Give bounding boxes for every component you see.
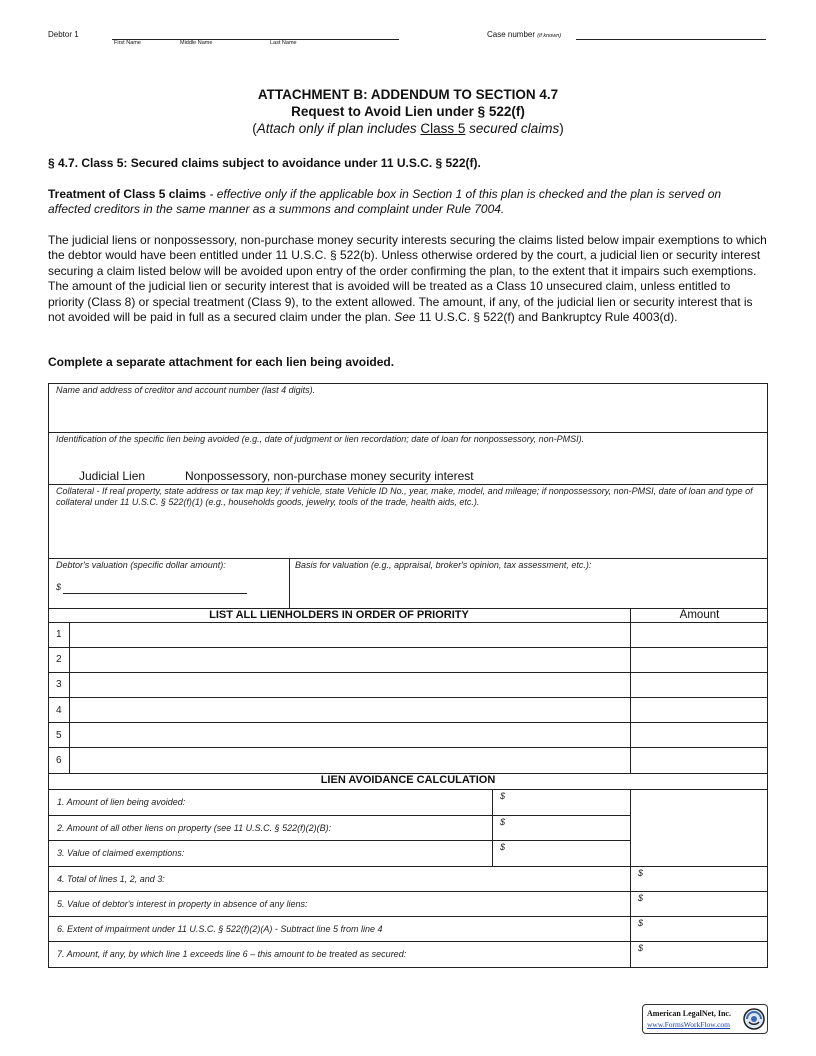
- basis-input[interactable]: [292, 573, 766, 606]
- title-line3: (Attach only if plan includes Class 5 secured claims): [252, 121, 564, 136]
- nonpossessory-option[interactable]: Nonpossessory, non-purchase money security interest: [185, 469, 474, 483]
- debtor-label: Debtor 1: [48, 30, 79, 39]
- calc-line-4: 4. Total of lines 1, 2, and 3:: [57, 874, 165, 884]
- lienholder-name-input[interactable]: [70, 673, 629, 697]
- calc-dollar-5: $: [638, 893, 644, 903]
- lien-id-label: Identification of the specific lien being avoided (e.g., date of judgment or lien recordation; date of loan for nonpossessory, non-PMSI).: [56, 434, 585, 444]
- lienholder-amount-input[interactable]: [631, 748, 767, 772]
- lienholder-amount-input[interactable]: [631, 623, 767, 647]
- footer-logo: [642, 1004, 768, 1034]
- calc-input-3[interactable]: [493, 841, 629, 865]
- collateral-input[interactable]: [49, 512, 767, 557]
- calc-line-1: 1. Amount of lien being avoided:: [57, 797, 186, 807]
- lienholders-title: LIST ALL LIENHOLDERS IN ORDER OF PRIORITY: [209, 609, 469, 621]
- body-paragraph: The judicial liens or nonpossessory, non-purchase money security interests securing the claims listed below impair exemptions to which the debtor would have been entitled under 11 U.S.C. § 522(b). Unless otherwise ordered by the court, a judicial lien or security interest securing a claim listed below will be avoided upon entry of the order confirming the plan, to the extent that it impairs such exemptions. The amount of the judicial lien or security interest that is avoided will be treated as a Class 10 unsecured claim, unless entitled to priority (Class 8) or special treatment (Class 9), to the extent allowed. The amount, if any, of the judicial lien or security interest that is not avoided will be paid in full as a secured claim under the plan. See 11 U.S.C. § 522(f) and Bankruptcy Rule 4003(d).: [48, 233, 767, 325]
- calc-dollar-3: $: [500, 842, 506, 852]
- calc-dollar-1: $: [500, 791, 506, 801]
- calc-line-2: 2. Amount of all other liens on property (see 11 U.S.C. § 522(f)(2)(B):: [57, 823, 332, 833]
- first-name-caption: First Name: [114, 40, 141, 46]
- valuation-dollar: $: [56, 582, 62, 592]
- globe-icon: [743, 1008, 765, 1030]
- case-number-field[interactable]: [576, 39, 766, 40]
- debtor-name-field[interactable]: [112, 39, 399, 40]
- lienholder-row-number: 1: [56, 629, 62, 640]
- creditor-label: Name and address of creditor and account number (last 4 digits).: [56, 385, 316, 395]
- calc-line-3: 3. Value of claimed exemptions:: [57, 848, 185, 858]
- lienholder-amount-input[interactable]: [631, 723, 767, 747]
- treatment-paragraph: Treatment of Class 5 claims - effective only if the applicable box in Section 1 of this plan is checked and the plan is served on affected creditors in the same manner as a summons and complaint under Rule 7004.: [48, 187, 722, 216]
- calc-input-2[interactable]: [493, 816, 629, 839]
- calc-dollar-2: $: [500, 817, 506, 827]
- calc-input-4[interactable]: [631, 867, 767, 890]
- last-name-caption: Last Name: [270, 40, 297, 46]
- calc-line-7: 7. Amount, if any, by which line 1 exceeds line 6 – this amount to be treated as secured:: [57, 949, 407, 959]
- lienholder-row-number: 2: [56, 654, 62, 665]
- title-line1: ATTACHMENT B: ADDENDUM TO SECTION 4.7: [257, 87, 559, 102]
- creditor-input[interactable]: [49, 398, 767, 432]
- lienholder-row-number: 3: [56, 679, 62, 690]
- calc-input-1[interactable]: [493, 790, 629, 814]
- calc-title: LIEN AVOIDANCE CALCULATION: [320, 774, 496, 786]
- amount-header: Amount: [679, 609, 720, 621]
- basis-label: Basis for valuation (e.g., appraisal, broker's opinion, tax assessment, etc.):: [295, 560, 592, 570]
- case-number-label: Case number (if known): [487, 30, 562, 39]
- calc-dollar-4: $: [638, 868, 644, 878]
- lienholder-name-input[interactable]: [70, 623, 629, 647]
- lienholder-amount-input[interactable]: [631, 698, 767, 722]
- footer-company: American LegalNet, Inc.: [647, 1009, 731, 1018]
- lienholder-name-input[interactable]: [70, 723, 629, 747]
- valuation-input[interactable]: [63, 593, 247, 594]
- middle-name-caption: Middle Name: [180, 40, 213, 46]
- section-heading: § 4.7. Class 5: Secured claims subject to avoidance under 11 U.S.C. § 522(f).: [48, 156, 481, 170]
- lienholder-name-input[interactable]: [70, 698, 629, 722]
- title-line2: Request to Avoid Lien under § 522(f): [291, 104, 525, 119]
- calc-input-7[interactable]: [631, 942, 767, 967]
- collateral-label: Collateral - If real property, state address or tax map key; if vehicle, state Vehicle ID No., year, make, model, and mileage; if nonpossessory, non-PMSI, date of loan and type of collateral under 11 U.S.C. § 522(f)(1) (e.g., households goods, jewelry, tools of the trade, health aids, etc.).: [56, 486, 753, 507]
- lienholder-name-input[interactable]: [70, 748, 629, 772]
- footer-url[interactable]: www.FormsWorkFlow.com: [647, 1020, 731, 1029]
- calc-dollar-6: $: [638, 918, 644, 928]
- lienholder-row-number: 5: [56, 730, 62, 741]
- valuation-label: Debtor's valuation (specific dollar amount):: [56, 560, 226, 570]
- lienholder-amount-input[interactable]: [631, 673, 767, 697]
- judicial-lien-option[interactable]: Judicial Lien: [79, 469, 146, 483]
- lienholder-name-input[interactable]: [70, 648, 629, 672]
- lienholder-amount-input[interactable]: [631, 648, 767, 672]
- calc-input-5[interactable]: [631, 892, 767, 915]
- lienholder-row-number: 6: [56, 755, 62, 766]
- calc-line-5: 5. Value of debtor's interest in property in absence of any liens:: [57, 899, 308, 909]
- calc-input-6[interactable]: [631, 917, 767, 940]
- calc-line-6: 6. Extent of impairment under 11 U.S.C. § 522(f)(2)(A) - Subtract line 5 from line 4: [57, 924, 383, 934]
- calc-dollar-7: $: [638, 943, 644, 953]
- complete-instruction: Complete a separate attachment for each lien being avoided.: [48, 355, 395, 369]
- lienholder-row-number: 4: [56, 705, 62, 716]
